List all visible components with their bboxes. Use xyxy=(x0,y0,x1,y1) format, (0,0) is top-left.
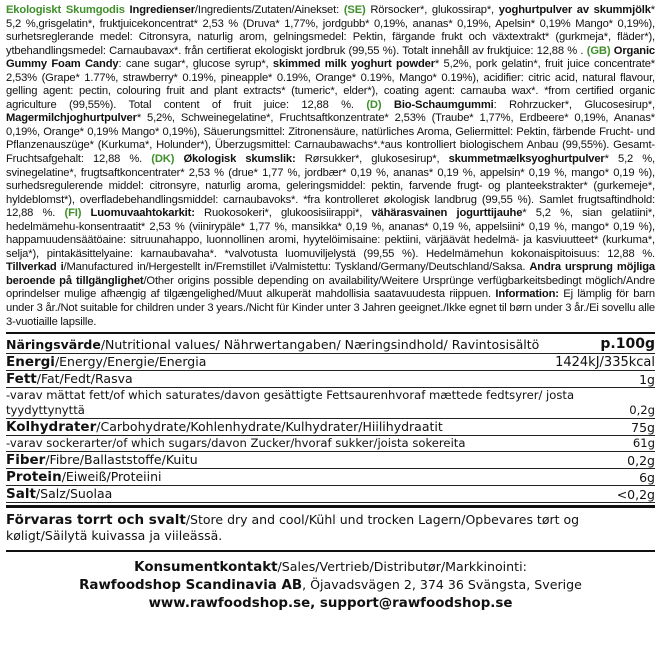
nutrient-name: Kolhydrater xyxy=(6,419,97,436)
ingredient-text-segment: * 5,2 %,grisgelatin*, fruktjuicekoncentrat* 2,53 % (Druva* 1,77%, jordgubb* 0,19%, ananas* 0,19%, Apelsin* 0,19% Mango* 0,19%), surhetsreglerande medel: Citronsyra, naturlig arom, gelningsmedel: Pektin, färgande frukt och växtextrakt* (gurkmeja*, fläder*), ytbehandlingsmedel: Carnaubavax*. från certifierat ekologiskt jordbruk (99,55 %). Totalt innehåll av fruktjuice: 12,88 % . xyxy=(6,4,655,57)
nutrient-name: Fett xyxy=(6,371,37,388)
divider xyxy=(6,550,655,552)
ingredient-text-segment: Ruokosokeri*, glukoosisiirappi*, xyxy=(204,207,372,220)
ingredient-text-segment: Rörsocker*, glukossirap*, xyxy=(370,4,499,16)
ingredient-heading-segment: Ekologiskt Skumgodis xyxy=(6,4,130,16)
ingredient-bold-segment: vähärasvainen jogurttijauhe xyxy=(371,207,523,220)
nutrient-name: Energi xyxy=(6,354,55,371)
ingredient-bold-segment: Økologisk skumslik: xyxy=(183,153,305,166)
support-email-link[interactable]: support@rawfoodshop.se xyxy=(319,596,513,612)
nutrition-row xyxy=(6,452,655,469)
nutrition-rows xyxy=(6,354,655,503)
ingredient-bold-segment: skummetmælksyoghurtpulver xyxy=(448,153,605,166)
ingredient-bold-segment: Organic Gummy Foam Candy xyxy=(6,44,656,71)
ingredient-heading-segment: (DK) xyxy=(151,153,184,166)
contact-heading: Konsumentkontakt xyxy=(134,560,278,576)
ingredient-bold-segment: Tillverkad i xyxy=(6,261,64,274)
ingredient-bold-segment: skimmed milk yoghurt powder xyxy=(272,58,435,71)
nutrition-row xyxy=(6,419,655,436)
nutrient-label xyxy=(6,469,639,485)
ingredient-bold-segment: Bio-Schaumgummi xyxy=(393,98,494,111)
nutrient-value: 0,2g xyxy=(629,403,655,418)
divider xyxy=(6,505,655,508)
ingredient-bold-segment: Ingredienser xyxy=(129,4,195,16)
ingredients-paragraph xyxy=(6,4,655,329)
ingredient-text-segment: /Ingredients/Zutaten/Ainekset: xyxy=(194,4,344,16)
nutrition-row xyxy=(6,469,655,486)
nutrition-heading-translations: /Nutritional values/ Nährwertangaben/ Næringsindhold/ Ravintosisältö xyxy=(100,337,540,353)
nutrient-translations: /Fat/Fedt/Rasva xyxy=(36,371,133,387)
divider xyxy=(6,332,655,334)
ingredient-text-segment: : cane sugar*, glucose syrup*, xyxy=(118,58,273,71)
contact-separator: , xyxy=(310,596,320,612)
nutrition-header-row xyxy=(6,337,655,354)
nutrient-value: 0,2g xyxy=(627,453,655,469)
nutrient-label xyxy=(6,354,555,370)
website-link[interactable]: www.rawfoodshop.se xyxy=(148,596,311,612)
company-name: Rawfoodshop Scandinavia AB xyxy=(79,578,303,594)
ingredient-bold-segment: Andra ursprung möjliga beroende på tillgänglighet xyxy=(6,261,655,287)
nutrient-name: Protein xyxy=(6,469,62,486)
ingredient-heading-segment: (D) xyxy=(366,98,394,111)
nutrition-row xyxy=(6,436,655,452)
consumer-contact xyxy=(6,558,655,612)
ingredient-text-segment: /Manufactured in/Hergestellt in/Fremstillet i/Valmistettu: Tyskland/Germany/Deutschland/Saksa. xyxy=(63,261,530,274)
ingredient-bold-segment: Luomuvaahtokarkit: xyxy=(90,207,205,220)
ingredient-text-segment: * 5,2%, Schweinegelatine*, Fruchtsaftkonzentrate* 2,53% (Traube* 1,77%, Erdbeere* 0,19%, Ananas* 0,19%, Orange* 0,19% Mango* 0,19%), Säuerungsmittel: Zitronensäure, natürliches Aroma, Geliermittel: Pektin, färbende Frucht- und Pflanzenauszüge* (Kurkuma*, Holunder*), Überzugsmittel: Carnaubawachs*.*aus kontrolliert biologischem Anbau (99,55%). Gesamt-Fruchtsafgehalt: 12,88 %. xyxy=(6,112,655,166)
ingredient-bold-segment: Information: xyxy=(495,288,564,301)
ingredient-text-segment: Ej lämplig för barn under 3 år./Not suitable for children under 3 years./Nicht für Kinder unter 3 Jahren geeignet./Ikke egnet til børn under 3 år./Ei sovellu alle 3-vuotiaille lapsille. xyxy=(6,288,655,328)
nutrient-translations: -varav sockerarter/of which sugars/davon Zucker/hvoraf sukker/joista sokereita xyxy=(6,436,466,451)
ingredient-text-segment: * 5,2 %, sian gelatiini*, hedelmämehu-konsentraatit* 2,53 % (viinirypäle* 1,77 %, mansikka* 0,19 %, ananas* 0,19 %, appelsiini* 0,19 %, mango* 0,19 %), happamuudensäätöaine: sitruunahappo, luonnollinen aromi, hyytelöimisaine: pektiini, värjäävät hedelmä- ja kasviuutteet* (kurkuma*, selja*), pintakäsittelyaine: karnaubavaha*. *valvotusta luomuviljelystä (99,55 %). Hedelmämehun kokonaispitoisuus: 12,88 %. xyxy=(6,207,655,260)
contact-heading-translations: /Sales/Vertrieb/Distributør/Markkinointi: xyxy=(277,559,527,575)
per-100g-label: p.100g xyxy=(600,336,655,353)
ingredient-bold-segment: yoghurtpulver av skummjölk xyxy=(498,4,651,16)
nutrient-translations: /Eiweiß/Proteiini xyxy=(61,469,162,485)
nutrient-translations: /Salz/Suolaa xyxy=(35,486,113,502)
nutrient-label xyxy=(6,452,627,468)
nutrient-value: 75g xyxy=(631,420,655,436)
ingredient-text-segment: Rørsukker*, glukosesirup*, xyxy=(304,153,449,166)
company-address: , Öjavadsvägen 2, 374 36 Svängsta, Sverige xyxy=(302,577,582,593)
nutrient-value: <0,2g xyxy=(616,487,655,503)
ingredient-text-segment: /Other origins possible depending on availability/Weitere Ursprünge verfügbarkeitsbedingt möglich/Andre oprindelser mulige afhængig af tilgængelighed/Muut alkuperät mahdollisia saatavuudesta riippuen. xyxy=(6,274,655,301)
nutrition-row xyxy=(6,486,655,503)
nutrition-row xyxy=(6,371,655,388)
nutrient-label xyxy=(6,436,633,451)
nutrient-name: Salt xyxy=(6,486,36,503)
storage-translations: /Store dry and cool/Kühl und trocken Lagern/Opbevares tørt og køligt/Säilytä kuivassa ja viileässä. xyxy=(6,512,580,544)
nutrient-label xyxy=(6,486,617,502)
nutrient-value: 6g xyxy=(639,470,655,486)
nutrient-translations: /Fibre/Ballaststoffe/Kuitu xyxy=(45,452,198,468)
ingredient-text-segment: : Rohrzucker*, Glucosesirup*, xyxy=(493,98,655,111)
ingredient-text-segment: * 5,2%, pork gelatin*, fruit juice concentrate* 2,53% (Grape* 1.77%, strawberry* 0.19%, pineapple* 0.19%, Orange* 0.19%, Mango* 0.19%), acidifier: citric acid, natural flavour, gelling agent: pectin, colouring fruit and plant extracts* (tumeric*, elder*), coating agent: carnauba wax*. *from certified organic agriculture (99,55%). Total content of fruit juice: 12,88 %. xyxy=(6,58,655,111)
ingredient-bold-segment: Magermilchjoghurtpulver xyxy=(6,112,137,125)
nutrient-value: 1g xyxy=(639,372,655,388)
ingredient-heading-segment: (SE) xyxy=(343,4,371,16)
nutrient-label xyxy=(6,388,629,418)
ingredient-heading-segment: (FI) xyxy=(64,207,91,220)
storage-instructions xyxy=(6,510,655,548)
nutrient-translations: -varav mättat fett/of which saturates/davon gesättigte Fettsaurenhvoraf mættede fedtsyrer/ josta tyydyttynyttä xyxy=(6,388,575,418)
nutrient-label xyxy=(6,419,631,435)
nutrient-translations: /Carbohydrate/Kohlenhydrate/Kulhydrater/Hiilihydraatit xyxy=(96,419,443,435)
ingredient-text-segment: * 5,2 %, svinegelatine*, frugtsaftkoncentrater* 2,53 % (drue* 1,77 %, jordbær* 0,19 %, ananas* 0,19 %, appelsin* 0,19 %, mango* 0,19 %), surhedsregulerende middel: citronsyre, naturlig aroma, geleringsmiddel: pektin, farvende frugt- og planteekstrakter* (gurkemeje*, hyldeblomst*), overfladebehandlingsmiddel: carnaubavoks*. *fra kontrolleret økologisk landbrug (99,55 %). Samlet frugtsaftindhold: 12,88 %. xyxy=(6,153,655,220)
nutrition-row xyxy=(6,388,655,419)
nutrient-translations: /Energy/Energie/Energia xyxy=(54,354,207,370)
nutrition-row xyxy=(6,354,655,371)
nutrition-heading: Näringsvärde xyxy=(6,337,101,353)
nutrition-table xyxy=(6,337,655,503)
nutrient-name: Fiber xyxy=(6,452,46,469)
nutrient-value: 61g xyxy=(632,436,655,451)
storage-heading: Förvaras torrt och svalt xyxy=(6,512,186,529)
ingredient-heading-segment: (GB) xyxy=(586,44,614,57)
nutrient-label xyxy=(6,371,639,387)
nutrient-value: 1424kJ/335kcal xyxy=(555,355,655,371)
